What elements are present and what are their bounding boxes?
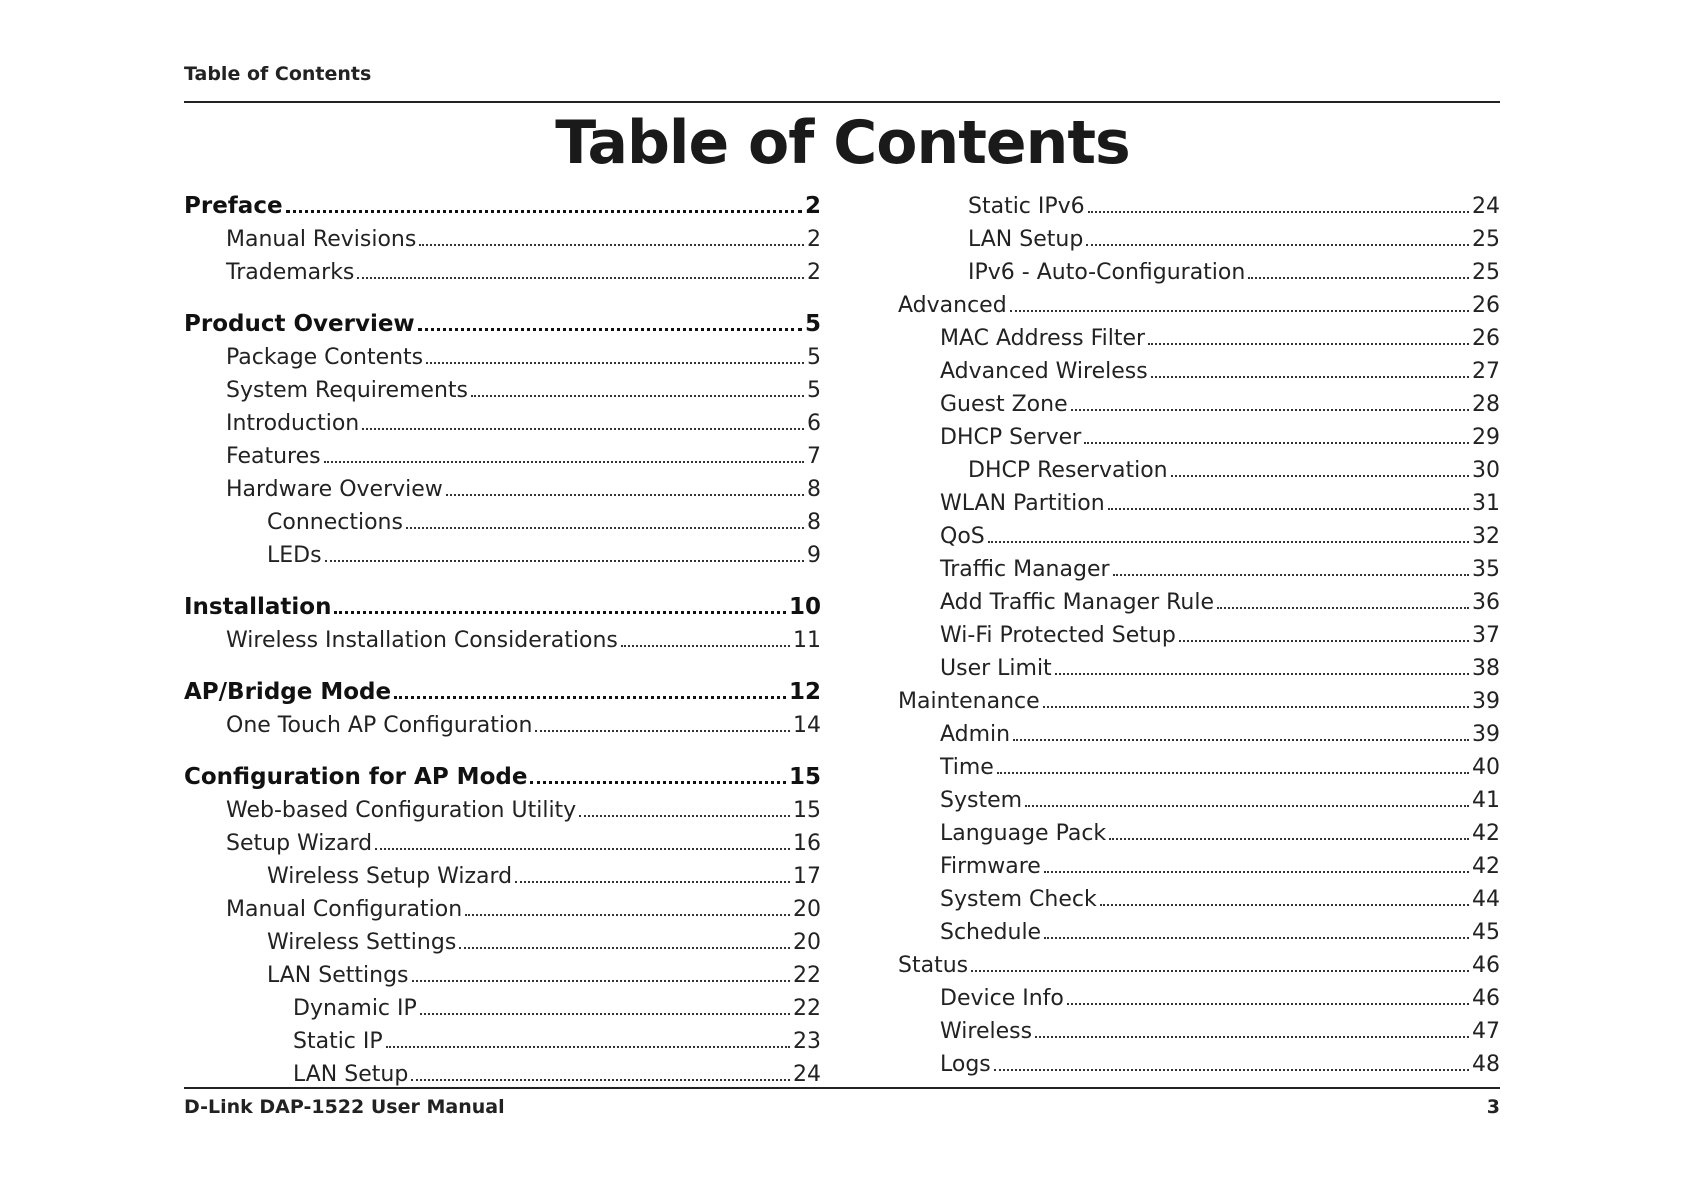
toc-dot-leader	[1113, 562, 1469, 576]
toc-entry-page: 38	[1472, 656, 1500, 681]
toc-entry[interactable]	[184, 436, 821, 469]
toc-entry[interactable]	[898, 1044, 1500, 1077]
toc-entry-page: 15	[793, 798, 821, 823]
toc-entry[interactable]	[184, 403, 821, 436]
toc-dot-leader	[325, 548, 804, 562]
toc-entry-title: Device Info	[940, 986, 1064, 1011]
toc-entry[interactable]	[898, 384, 1500, 417]
toc-dot-leader	[1035, 1024, 1469, 1038]
toc-entry-title: LEDs	[267, 543, 322, 568]
toc-entry-title: System	[940, 788, 1023, 813]
toc-entry[interactable]	[184, 469, 821, 502]
toc-entry-title: Product Overview	[184, 311, 415, 337]
toc-dot-leader	[621, 633, 790, 647]
toc-entry[interactable]	[898, 450, 1500, 483]
toc-entry-title: System Check	[940, 887, 1097, 912]
toc-entry-page: 47	[1472, 1019, 1500, 1044]
toc-dot-leader	[334, 599, 786, 614]
toc-dot-leader	[1067, 991, 1469, 1005]
toc-entry-page: 31	[1472, 491, 1500, 516]
toc-entry[interactable]	[184, 672, 821, 705]
toc-dot-leader	[1109, 826, 1469, 840]
toc-entry-page: 2	[804, 193, 821, 219]
toc-entry-title: Traffic Manager	[940, 557, 1110, 582]
toc-entry-page: 16	[793, 831, 821, 856]
toc-entry-page: 25	[1472, 227, 1500, 252]
toc-entry-page: 24	[793, 1062, 821, 1087]
toc-entry[interactable]	[184, 535, 821, 568]
toc-entry-title: One Touch AP Configuration	[226, 713, 533, 738]
toc-dot-leader	[446, 482, 804, 496]
toc-entry-title: Package Contents	[226, 345, 424, 370]
toc-entry-page: 17	[793, 864, 821, 889]
toc-entry-title: Manual Revisions	[226, 227, 417, 252]
toc-entry-title: QoS	[940, 524, 985, 549]
toc-entry-title: Web-based Configuration Utility	[226, 798, 577, 823]
toc-entry-title: Advanced	[898, 293, 1007, 318]
toc-entry-title: Schedule	[940, 920, 1042, 945]
toc-dot-leader	[362, 416, 804, 430]
toc-entry-title: Guest Zone	[940, 392, 1068, 417]
toc-entry-page: 20	[793, 897, 821, 922]
toc-entry-title: Wireless Settings	[267, 930, 457, 955]
toc-entry-title: DHCP Server	[940, 425, 1082, 450]
toc-dot-leader	[1084, 430, 1469, 444]
toc-entry-page: 2	[807, 260, 821, 285]
toc-entry-page: 23	[793, 1029, 821, 1054]
toc-entry-page: 46	[1472, 986, 1500, 1011]
toc-entry[interactable]	[184, 856, 821, 889]
toc-dot-leader	[1044, 859, 1469, 873]
toc-entry-title: Static IPv6	[968, 194, 1085, 219]
toc-entry-title: Logs	[940, 1052, 991, 1077]
footer-manual-name: D-Link DAP-1522 User Manual	[184, 1096, 505, 1118]
toc-entry[interactable]	[898, 714, 1500, 747]
toc-dot-leader	[324, 449, 804, 463]
toc-entry-page: 8	[807, 477, 821, 502]
toc-entry-page: 11	[793, 628, 821, 653]
toc-entry-page: 37	[1472, 623, 1500, 648]
toc-dot-leader	[971, 958, 1469, 972]
toc-entry-page: 39	[1472, 722, 1500, 747]
toc-entry-title: Connections	[267, 510, 403, 535]
toc-entry[interactable]	[898, 285, 1500, 318]
toc-dot-leader	[1171, 463, 1469, 477]
toc-entry-title: LAN Setup	[968, 227, 1084, 252]
toc-dot-leader	[1088, 199, 1469, 213]
toc-entry-title: LAN Setup	[293, 1062, 409, 1087]
toc-entry-title: Introduction	[226, 411, 360, 436]
footer-page-number: 3	[1486, 1096, 1500, 1118]
toc-dot-leader	[394, 684, 786, 699]
toc-entry-page: 10	[788, 594, 821, 620]
toc-entry[interactable]	[184, 502, 821, 535]
toc-entry[interactable]	[184, 988, 821, 1021]
toc-left-column	[184, 186, 821, 1087]
toc-entry-page: 26	[1472, 326, 1500, 351]
toc-entry-page: 5	[807, 378, 821, 403]
toc-dot-leader	[375, 836, 790, 850]
toc-entry-page: 5	[804, 311, 821, 337]
toc-entry-page: 8	[807, 510, 821, 535]
toc-dot-leader	[418, 316, 802, 331]
toc-entry-title: WLAN Partition	[940, 491, 1105, 516]
toc-entry-title: System Requirements	[226, 378, 468, 403]
toc-entry[interactable]	[184, 186, 821, 219]
toc-dot-leader	[1248, 265, 1469, 279]
toc-entry-page: 42	[1472, 854, 1500, 879]
toc-dot-leader	[1179, 628, 1469, 642]
toc-entry-page: 14	[793, 713, 821, 738]
toc-entry-title: Admin	[940, 722, 1011, 747]
toc-dot-leader	[1043, 694, 1469, 708]
toc-dot-leader	[286, 198, 802, 213]
toc-entry-page: 41	[1472, 788, 1500, 813]
toc-dot-leader	[1025, 793, 1469, 807]
toc-entry[interactable]	[898, 252, 1500, 285]
toc-entry-page: 46	[1472, 953, 1500, 978]
toc-entry[interactable]	[898, 945, 1500, 978]
toc-dot-leader	[1148, 331, 1469, 345]
toc-entry[interactable]	[184, 620, 821, 653]
toc-entry-title: AP/Bridge Mode	[184, 679, 392, 705]
toc-entry-title: Wireless	[940, 1019, 1033, 1044]
toc-entry-title: Time	[940, 755, 994, 780]
toc-entry[interactable]	[898, 318, 1500, 351]
toc-entry-page: 5	[807, 345, 821, 370]
toc-entry[interactable]	[898, 648, 1500, 681]
toc-right-column	[898, 186, 1500, 1077]
toc-entry-title: IPv6 - Auto-Configuration	[968, 260, 1246, 285]
toc-entry[interactable]	[898, 747, 1500, 780]
toc-entry-title: Hardware Overview	[226, 477, 443, 502]
toc-entry-page: 32	[1472, 524, 1500, 549]
toc-dot-leader	[420, 1001, 790, 1015]
toc-entry-page: 2	[807, 227, 821, 252]
toc-entry-title: Features	[226, 444, 321, 469]
toc-dot-leader	[426, 350, 804, 364]
page-title: Table of Contents	[555, 108, 1130, 178]
toc-entry-title: Manual Configuration	[226, 897, 463, 922]
toc-entry[interactable]	[184, 252, 821, 285]
toc-entry-title: Setup Wizard	[226, 831, 373, 856]
toc-dot-leader	[997, 760, 1469, 774]
toc-dot-leader	[411, 1067, 790, 1081]
toc-entry-page: 28	[1472, 392, 1500, 417]
toc-entry-title: Advanced Wireless	[940, 359, 1148, 384]
toc-dot-leader	[1151, 364, 1469, 378]
toc-entry[interactable]	[184, 955, 821, 988]
toc-entry-page: 44	[1472, 887, 1500, 912]
toc-entry-page: 20	[793, 930, 821, 955]
toc-entry[interactable]	[184, 219, 821, 252]
toc-entry-page: 36	[1472, 590, 1500, 615]
toc-entry-title: Trademarks	[226, 260, 355, 285]
toc-entry[interactable]	[184, 304, 821, 337]
toc-entry-page: 9	[807, 543, 821, 568]
toc-entry-page: 30	[1472, 458, 1500, 483]
toc-entry[interactable]	[898, 879, 1500, 912]
toc-entry-page: 22	[793, 963, 821, 988]
toc-dot-leader	[535, 718, 790, 732]
toc-entry-page: 42	[1472, 821, 1500, 846]
toc-dot-leader	[988, 529, 1469, 543]
toc-entry[interactable]	[898, 483, 1500, 516]
toc-entry[interactable]	[184, 757, 821, 790]
toc-entry-title: Static IP	[293, 1029, 383, 1054]
toc-entry[interactable]	[184, 1021, 821, 1054]
toc-entry-page: 25	[1472, 260, 1500, 285]
toc-dot-leader	[419, 232, 804, 246]
toc-entry[interactable]	[184, 823, 821, 856]
toc-dot-leader	[412, 968, 791, 982]
toc-dot-leader	[1108, 496, 1469, 510]
toc-entry[interactable]	[898, 582, 1500, 615]
toc-entry-page: 22	[793, 996, 821, 1021]
toc-dot-leader	[1044, 925, 1469, 939]
toc-entry[interactable]	[898, 615, 1500, 648]
toc-entry[interactable]	[184, 922, 821, 955]
toc-entry-title: Firmware	[940, 854, 1041, 879]
toc-dot-leader	[357, 265, 804, 279]
toc-entry-page: 6	[807, 411, 821, 436]
toc-dot-leader	[1217, 595, 1469, 609]
toc-entry[interactable]	[898, 978, 1500, 1011]
toc-entry-page: 29	[1472, 425, 1500, 450]
toc-entry[interactable]	[184, 370, 821, 403]
toc-entry-page: 39	[1472, 689, 1500, 714]
toc-entry-page: 48	[1472, 1052, 1500, 1077]
toc-dot-leader	[515, 869, 790, 883]
toc-entry-title: Installation	[184, 594, 332, 620]
header-rule	[184, 101, 1500, 103]
toc-entry-title: Language Pack	[940, 821, 1107, 846]
toc-entry[interactable]	[898, 780, 1500, 813]
toc-entry[interactable]	[898, 219, 1500, 252]
toc-entry-page: 27	[1472, 359, 1500, 384]
toc-entry-title: Status	[898, 953, 969, 978]
toc-entry-page: 35	[1472, 557, 1500, 582]
toc-entry[interactable]	[898, 351, 1500, 384]
toc-entry[interactable]	[898, 846, 1500, 879]
toc-entry[interactable]	[898, 516, 1500, 549]
toc-entry-page: 24	[1472, 194, 1500, 219]
toc-entry-page: 45	[1472, 920, 1500, 945]
toc-entry[interactable]	[898, 417, 1500, 450]
toc-entry-page: 40	[1472, 755, 1500, 780]
toc-entry-page: 15	[788, 764, 821, 790]
toc-entry-title: Add Traffic Manager Rule	[940, 590, 1214, 615]
toc-entry-title: MAC Address Filter	[940, 326, 1146, 351]
toc-entry-title: DHCP Reservation	[968, 458, 1168, 483]
toc-entry-title: Configuration for AP Mode	[184, 764, 528, 790]
toc-dot-leader	[579, 803, 790, 817]
toc-dot-leader	[386, 1034, 790, 1048]
toc-entry[interactable]	[184, 1054, 821, 1087]
toc-dot-leader	[465, 902, 790, 916]
toc-entry-title: Wi-Fi Protected Setup	[940, 623, 1176, 648]
toc-entry[interactable]	[898, 549, 1500, 582]
toc-entry[interactable]	[184, 705, 821, 738]
running-header: Table of Contents	[184, 63, 372, 85]
toc-entry[interactable]	[184, 587, 821, 620]
toc-entry[interactable]	[184, 790, 821, 823]
toc-dot-leader	[1100, 892, 1469, 906]
toc-entry[interactable]	[898, 681, 1500, 714]
toc-entry[interactable]	[898, 813, 1500, 846]
toc-entry-title: Wireless Installation Considerations	[226, 628, 618, 653]
toc-entry-page: 7	[807, 444, 821, 469]
toc-entry[interactable]	[898, 1011, 1500, 1044]
toc-entry-title: Wireless Setup Wizard	[267, 864, 513, 889]
footer-rule	[184, 1087, 1500, 1089]
toc-dot-leader	[1010, 298, 1469, 312]
toc-dot-leader	[1055, 661, 1469, 675]
toc-entry-title: User Limit	[940, 656, 1052, 681]
toc-dot-leader	[406, 515, 804, 529]
toc-dot-leader	[1071, 397, 1469, 411]
toc-dot-leader	[1013, 727, 1469, 741]
toc-entry-page: 12	[788, 679, 821, 705]
toc-entry-title: Maintenance	[898, 689, 1040, 714]
toc-entry[interactable]	[184, 889, 821, 922]
toc-dot-leader	[471, 383, 804, 397]
toc-entry[interactable]	[184, 337, 821, 370]
toc-entry-page: 26	[1472, 293, 1500, 318]
toc-entry[interactable]	[898, 912, 1500, 945]
toc-dot-leader	[994, 1057, 1469, 1071]
toc-entry[interactable]	[898, 186, 1500, 219]
toc-dot-leader	[1086, 232, 1469, 246]
toc-entry-title: LAN Settings	[267, 963, 409, 988]
toc-entry-title: Preface	[184, 193, 283, 219]
toc-entry-title: Dynamic IP	[293, 996, 417, 1021]
toc-dot-leader	[530, 769, 786, 784]
toc-dot-leader	[459, 935, 790, 949]
